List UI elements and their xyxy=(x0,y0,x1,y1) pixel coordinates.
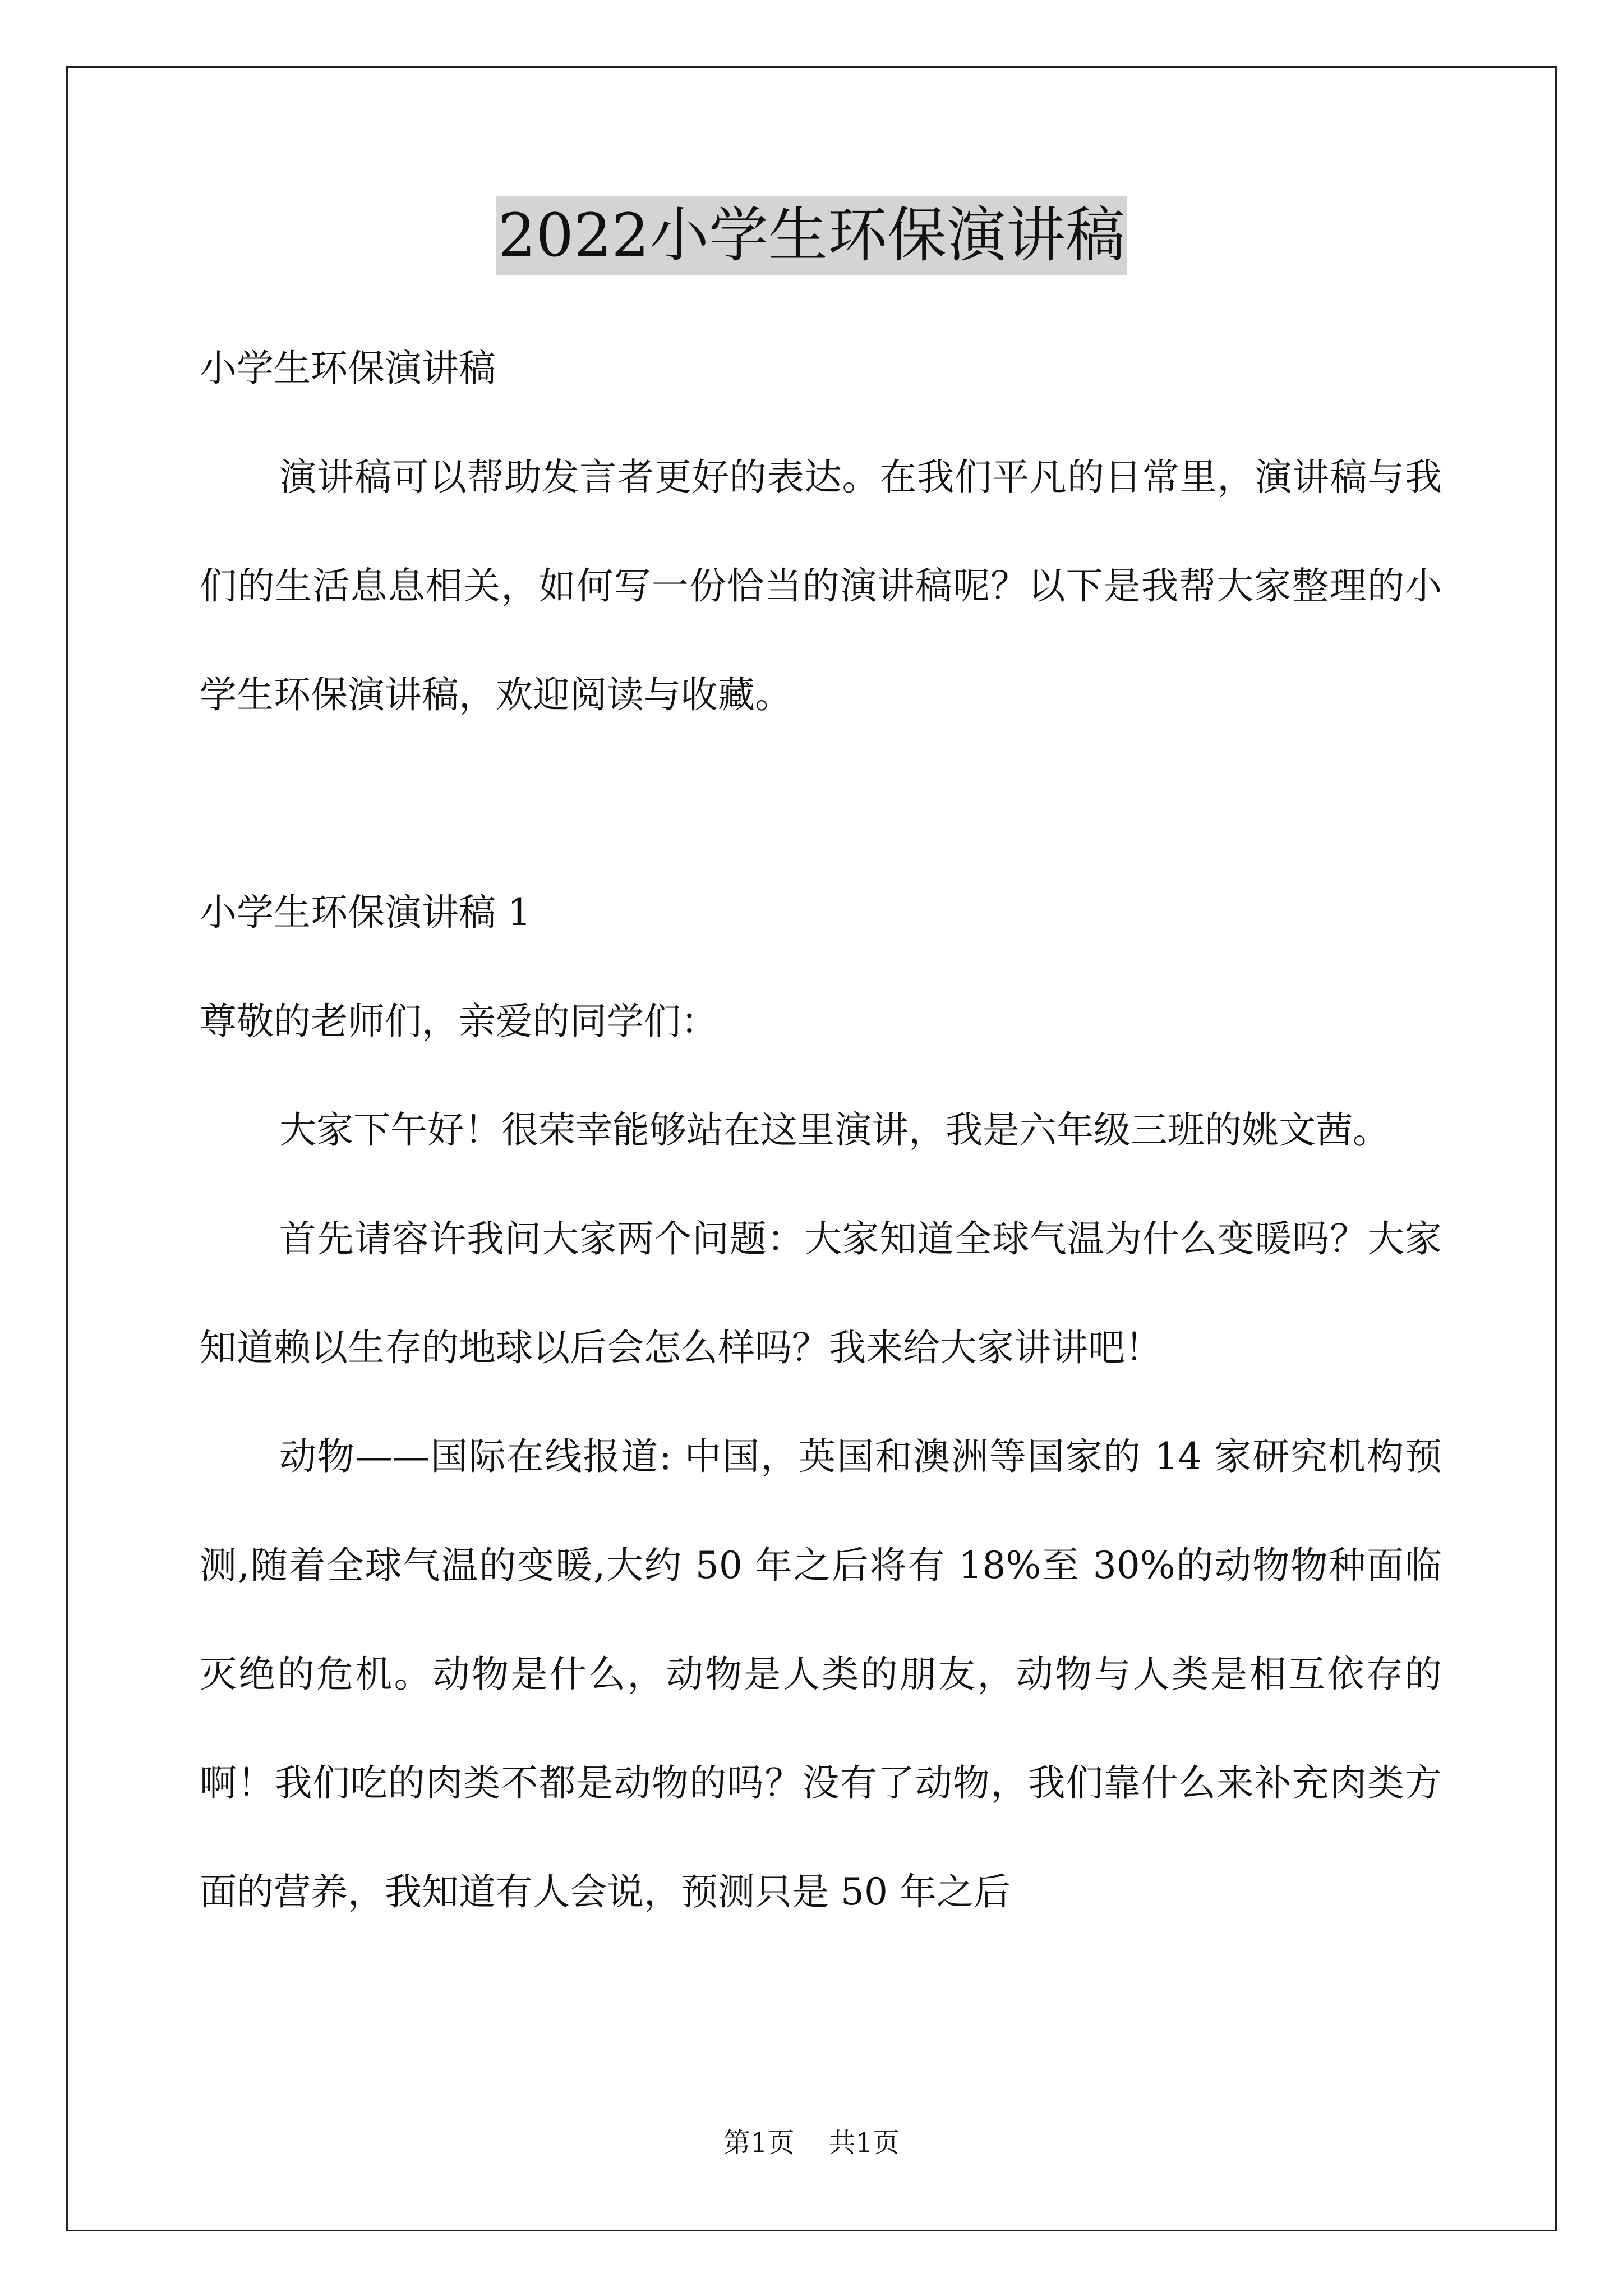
subtitle: 小学生环保演讲稿 xyxy=(200,347,496,390)
salutation: 尊敬的老师们，亲爱的同学们： xyxy=(200,1000,718,1043)
section-heading: 小学生环保演讲稿 1 xyxy=(200,891,531,934)
page-title: 2022小学生环保演讲稿 xyxy=(496,196,1127,275)
body-paragraph: 大家下午好！很荣幸能够站在这里演讲，我是六年级三班的姚文茜。 xyxy=(279,1108,1390,1152)
page-total: 共1页 xyxy=(828,2127,900,2159)
title-container xyxy=(0,196,1623,275)
page-number: 第1页 xyxy=(723,2127,795,2159)
intro-paragraph: 演讲稿可以帮助发言者更好的表达。在我们平凡的日常里，演讲稿与我们的生活息息相关，如何写一份恰当的演讲稿呢？以下是我帮大家整理的小学生环保演讲稿，欢迎阅读与收藏。 xyxy=(200,455,1442,716)
page-footer xyxy=(0,2126,1623,2160)
body-paragraph: 动物——国际在线报道: 中国，英国和澳洲等国家的 14 家研究机构预测,随着全球气温的变暖,大约 50 年之后将有 18%至 30%的动物物种面临灭绝的危机。动物是什么，动物是人类的朋友，动物与人类是相互依存的啊！我们吃的肉类不都是动物的吗？没有了动物，我们靠什么来补充肉类方面的营养，我知道有人会说，预测只是 50 年之后 xyxy=(200,1435,1442,1913)
body-paragraph: 首先请容许我问大家两个问题：大家知道全球气温为什么变暖吗？大家知道赖以生存的地球以后会怎么样吗？我来给大家讲讲吧！ xyxy=(200,1217,1442,1369)
document-body xyxy=(200,314,1442,1947)
blank-line xyxy=(200,749,1442,858)
